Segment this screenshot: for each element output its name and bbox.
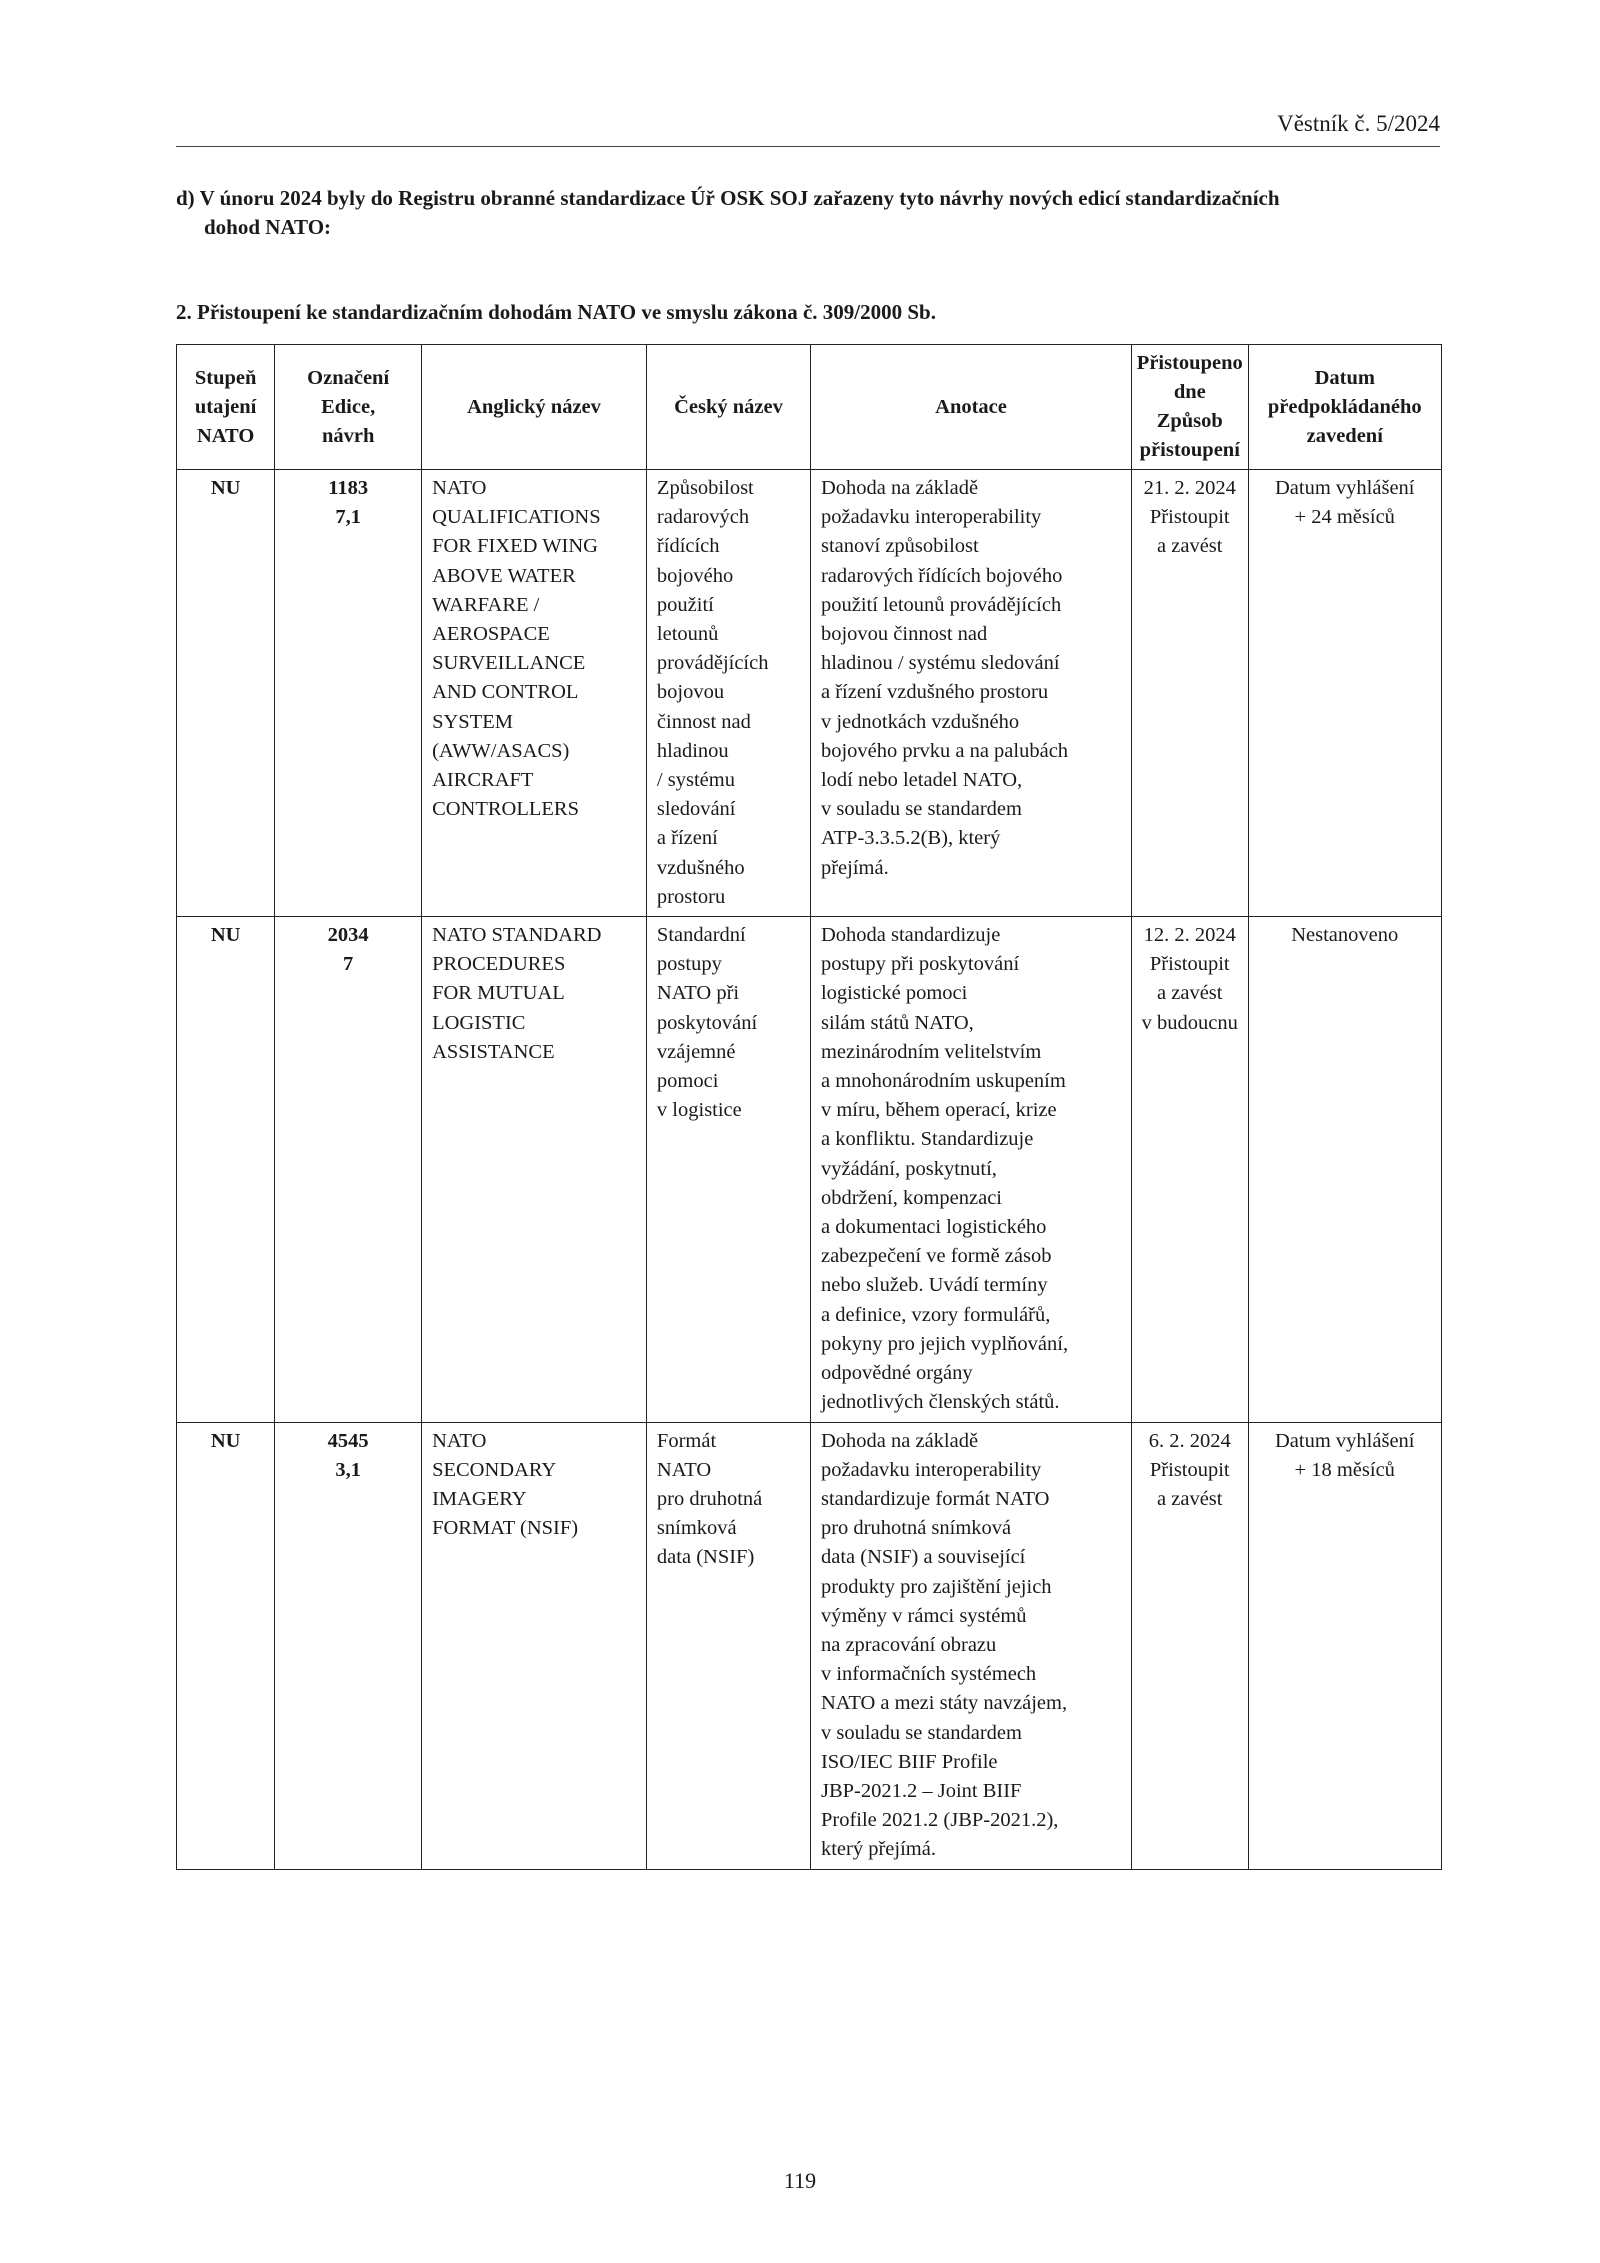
standardization-table (176, 344, 1442, 1870)
page-number: 119 (783, 2168, 817, 2193)
cell-edition: 2034 7 (275, 917, 422, 1422)
cell-accession: 12. 2. 2024 Přistoupit a zavést v budoucnu (1132, 917, 1248, 1422)
section-d-label: d) (176, 186, 195, 210)
cell-czech-name: Formát NATO pro druhotná snímková data (NSIF) (646, 1422, 810, 1869)
cell-grade: NU (177, 917, 275, 1422)
cell-english-name: NATO QUALIFICATIONS FOR FIXED WING ABOVE WATER WARFARE / AEROSPACE SURVEILLANCE AND CONTROL SYSTEM (AWW/ASACS) AIRCRAFT CONTROLLERS (422, 470, 647, 917)
table-row (177, 917, 1442, 1422)
section-d-text-continued: dohod NATO: (204, 215, 332, 239)
cell-accession: 21. 2. 2024 Přistoupit a zavést (1132, 470, 1248, 917)
cell-english-name: NATO SECONDARY IMAGERY FORMAT (NSIF) (422, 1422, 647, 1869)
header-annotation: Anotace (810, 345, 1131, 470)
cell-implementation-date: Datum vyhlášení + 24 měsíců (1248, 470, 1442, 917)
header-implementation-date: Datum předpokládaného zavedení (1248, 345, 1442, 470)
cell-edition: 4545 3,1 (275, 1422, 422, 1869)
header-english-name: Anglický název (422, 345, 647, 470)
header-edition: Označení Edice, návrh (275, 345, 422, 470)
header-rule (176, 146, 1440, 147)
cell-grade: NU (177, 470, 275, 917)
header-czech-name: Český název (646, 345, 810, 470)
cell-accession: 6. 2. 2024 Přistoupit a zavést (1132, 1422, 1248, 1869)
cell-annotation: Dohoda standardizuje postupy při poskytování logistické pomoci silám států NATO, mezinárodním velitelstvím a mnohonárodním uskupením v míru, během operací, krize a konfliktu. Standardizuje vyžádání, poskytnutí, obdržení, kompenzaci a dokumentaci logistického zabezpečení ve formě zásob nebo služeb. Uvádí termíny a definice, vzory formulářů, pokyny pro jejich vyplňování, odpovědné orgány jednotlivých členských států. (810, 917, 1131, 1422)
table-row (177, 1422, 1442, 1869)
cell-implementation-date: Datum vyhlášení + 18 měsíců (1248, 1422, 1442, 1869)
cell-implementation-date: Nestanoveno (1248, 917, 1442, 1422)
section-d-heading (176, 184, 1440, 242)
table-row (177, 470, 1442, 917)
cell-annotation: Dohoda na základě požadavku interoperability standardizuje formát NATO pro druhotná snímková data (NSIF) a související produkty pro zajištění jejich výměny v rámci systémů na zpracování obrazu v informačních systémech NATO a mezi státy navzájem, v souladu se standardem ISO/IEC BIIF Profile JBP-2021.2 – Joint BIIF Profile 2021.2 (JBP-2021.2), který přejímá. (810, 1422, 1131, 1869)
cell-czech-name: Standardní postupy NATO při poskytování vzájemné pomoci v logistice (646, 917, 810, 1422)
cell-czech-name: Způsobilost radarových řídících bojového použití letounů provádějících bojovou činnost nad hladinou / systému sledování a řízení vzdušného prostoru (646, 470, 810, 917)
cell-grade: NU (177, 1422, 275, 1869)
table-header-row (177, 345, 1442, 470)
section-2-heading: 2. Přistoupení ke standardizačním dohodám NATO ve smyslu zákona č. 309/2000 Sb. (176, 300, 936, 324)
section-d-text: V únoru 2024 byly do Registru obranné standardizace Úř OSK SOJ zařazeny tyto návrhy nových edicí standardizačních (199, 186, 1280, 210)
journal-title: Věstník č. 5/2024 (1277, 111, 1440, 136)
cell-edition: 1183 7,1 (275, 470, 422, 917)
cell-english-name: NATO STANDARD PROCEDURES FOR MUTUAL LOGISTIC ASSISTANCE (422, 917, 647, 1422)
header-grade: Stupeň utajení NATO (177, 345, 275, 470)
header-accession: Přistoupeno dne Způsob přistoupení (1132, 345, 1248, 470)
cell-annotation: Dohoda na základě požadavku interoperability stanoví způsobilost radarových řídících bojového použití letounů provádějících bojovou činnost nad hladinou / systému sledování a řízení vzdušného prostoru v jednotkách vzdušného bojového prvku a na palubách lodí nebo letadel NATO, v souladu se standardem ATP-3.3.5.2(B), který přejímá. (810, 470, 1131, 917)
